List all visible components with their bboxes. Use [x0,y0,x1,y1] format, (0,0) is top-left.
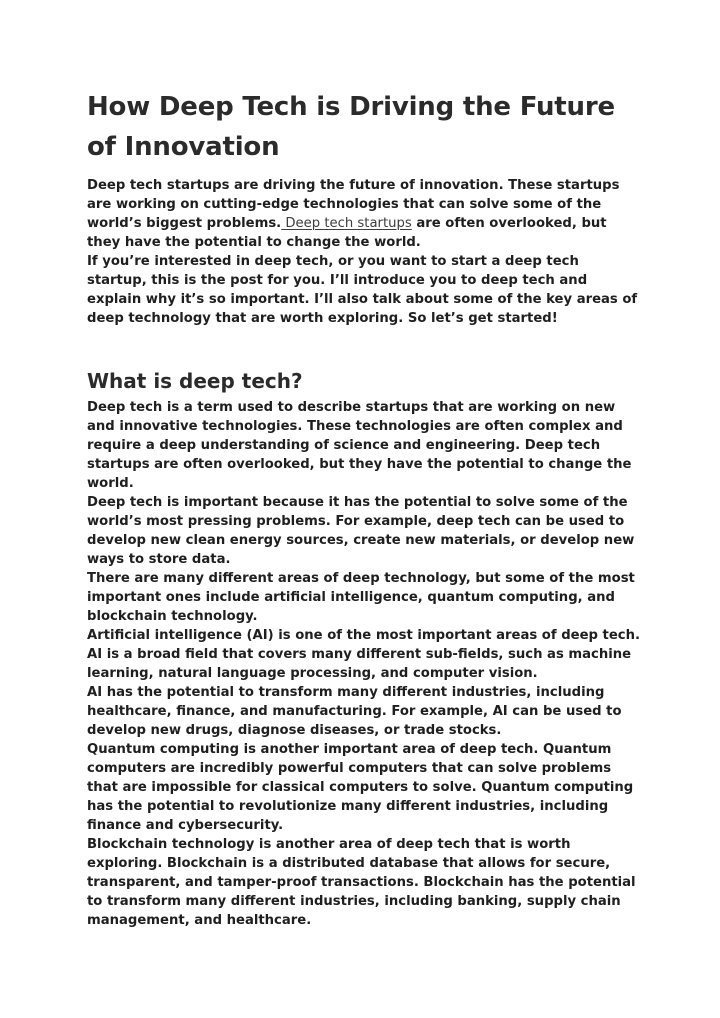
what-is-deep-tech-section [87,366,643,930]
section-paragraph: Quantum computing is another important area of deep tech. Quantum computers are incredibly powerful computers that can solve problems that are impossible for classical computers to solve. Quantum computing has the potential to revolutionize many different industries, including finance and cybersecurity. [87,742,634,833]
section-paragraph: Blockchain technology is another area of deep tech that is worth exploring. Blockchain is a distributed database that allows for secure, transparent, and tamper-proof transactions. Blockchain has the potential to transform many different industries, including banking, supply chain management, and healthcare. [87,837,636,928]
deep-tech-startups-link[interactable]: Deep tech startups [281,216,412,231]
intro-paragraph-2: If you’re interested in deep tech, or you want to start a deep tech startup, this is the post for you. I’ll introduce you to deep tech and explain why it’s so important. I’ll also talk about some of the key areas of deep technology that are worth exploring. So let’s get started! [87,254,638,326]
section-heading: What is deep tech? [87,369,303,393]
intro-block [87,176,643,328]
intro-paragraph-1 [87,176,643,252]
section-paragraph: There are many different areas of deep technology, but some of the most important ones include artificial intelligence, quantum computing, and blockchain technology. [87,571,635,624]
intro-text-after-link: are often overlooked, but they have the potential to change the world. [87,216,607,250]
article-title: How Deep Tech is Driving the Future of Innovation [87,92,615,162]
section-paragraph: Deep tech is important because it has the potential to solve some of the world’s most pressing problems. For example, deep tech can be used to develop new clean energy sources, create new materials, or develop new ways to store data. [87,495,635,567]
section-paragraph: Deep tech is a term used to describe startups that are working on new and innovative technologies. These technologies are often complex and require a deep understanding of science and engineering. Deep tech startups are often overlooked, but they have the potential to change the world. [87,400,632,491]
intro-text-before-link: Deep tech startups are driving the future of innovation. These startups are working on cutting-edge technologies that can solve some of the world’s biggest problems. [87,178,620,231]
section-paragraph: AI has the potential to transform many different industries, including healthcare, finance, and manufacturing. For example, AI can be used to develop new drugs, diagnose diseases, or trade stocks. [87,685,622,738]
section-paragraph: Artificial intelligence (AI) is one of the most important areas of deep tech. AI is a broad field that covers many different sub-fields, such as machine learning, natural language processing, and computer vision. [87,628,641,681]
